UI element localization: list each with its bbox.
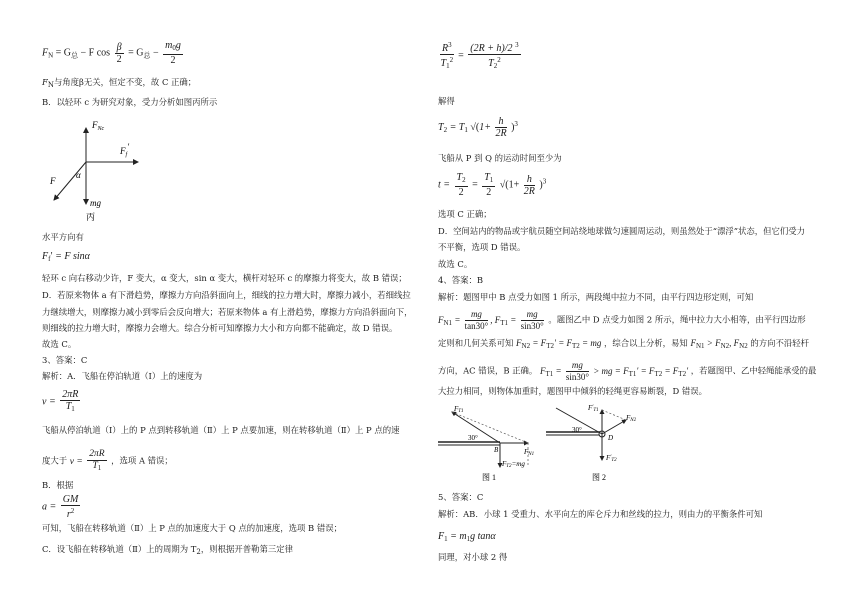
equation-t2: $T_2 = T_1$ √(1+ $\frac{h}{2R}$ )$^3$: [438, 116, 518, 139]
equation-fn: $F_N = G_总 - F$ cos $\frac{\beta}{2}$ = $G_总$ − $\frac{m_0g}{2}$: [42, 40, 181, 66]
analysis-4-5: 大拉力相同，则物体加重时，题图甲中倾斜的轻绳更容易断裂，D 错误。: [438, 386, 707, 396]
choose-c-2: 故选 C。: [438, 259, 473, 269]
answer-5: 5、答案：C: [438, 492, 484, 502]
figure-1: [438, 402, 538, 482]
svg-text:FN1: FN1: [524, 448, 535, 457]
answer-4: 4、答案：B: [438, 275, 483, 285]
fn-independent-text: $F_N$与角度β无关，恒定不变，故 C 正确；: [42, 77, 197, 89]
label-f: F: [50, 176, 56, 186]
svg-text:30°: 30°: [468, 434, 478, 442]
answer-3: 3、答案：C: [42, 355, 88, 365]
figure-2: [546, 402, 646, 482]
label-mg: mg: [90, 198, 101, 208]
svg-text:FT2=mg: FT2=mg: [502, 460, 525, 469]
choose-c-correct: 选项 C 正确；: [438, 209, 492, 219]
part-b2-text: B．根据: [42, 480, 74, 490]
label-fnc: $F_{Nc}$: [92, 120, 105, 132]
choose-c-1: 故选 C。: [42, 339, 77, 349]
part-b-text: B．以轻环 c 为研究对象，受力分析如图丙所示: [42, 97, 218, 107]
analysis-3: 解析：A．飞船在停泊轨道（Ⅰ）上的速度为: [42, 371, 203, 381]
equation-kepler: $\frac{R^3}{T_1^2}$ = $\frac{(2R + h)/2 ^3}{T_2^2}$: [440, 41, 519, 70]
svg-text:图 1: 图 1: [482, 473, 496, 482]
acceleration-text: 可知，飞船在转移轨道（Ⅱ）上 P 点的加速度大于 Q 点的加速度，选项 B 错误；: [42, 523, 342, 533]
svg-text:F′T1: $F'_{T1}$: [588, 404, 599, 413]
ring-text-1: 轻环 c 向右移动少许，F 变大，α 变大，sin α 变大，横杆对轻环 c 的摩擦力将变大，故 B 错误；: [42, 273, 407, 283]
analysis-4-3: 定则和几何关系可知 $F_{N2} = F_{T2}' = F_{T2}$ = mg ，综合以上分析，易知 $F_{N1} > F_{N2}$, $F_{N2}$ 的方向不沿轻杆: [438, 338, 810, 350]
f-arrow: [54, 162, 86, 200]
part-d-right-2: 不平衡，选项 D 错误。: [438, 242, 526, 252]
svg-text:FT1: FT1: [454, 405, 464, 414]
svg-text:图 2: 图 2: [592, 473, 606, 482]
same-for-ball-2: 同理，对小球 2 得: [438, 552, 508, 562]
equation-v: v = $\frac{2\pi R}{T_1}$: [42, 389, 79, 413]
svg-text:30°: 30°: [572, 426, 582, 434]
label-alpha: α: [76, 170, 81, 180]
caption-bing: 丙: [86, 212, 96, 222]
equation-t: t = $\frac{T_2}{2}$ = $\frac{T_1}{2}$ √(1+ $\frac{h}{2R}$ )$^3$: [438, 172, 547, 198]
equation-ff: $F_f' = F$ sinα: [42, 251, 90, 263]
part-c-text: C．设飞船在转移轨道（Ⅱ）上的周期为 $T_2$，则根据开普勒第三定律: [42, 544, 293, 556]
analysis-4-4: 方向，AC 错误，B 正确。 $F_{T1}$ = $\frac{mg}{\sin 30^\circ}$ > mg = $F_{T1}' = F_{T2} = F_{T2}'$ ，若题图甲、乙中轻绳能承受的最: [438, 360, 817, 382]
svg-text:FN2: FN2: [626, 414, 637, 423]
svg-text:B: B: [494, 446, 499, 454]
svg-text:D: D: [608, 434, 614, 442]
part-d-right-1: D．空间站内的物品或宇航员随空间站绕地球做匀速圆周运动，则虽然处于“漂浮”状态，但它们受力: [438, 226, 806, 236]
analysis-5: 解析：AB．小球 1 受重力、水平向左的库仑斥力和丝线的拉力，则由力的平衡条件可知: [438, 509, 763, 519]
solve-text: 解得: [438, 96, 455, 106]
part-d-text-3: 则细线的拉力增大时，摩擦力会增大。综合分析可知摩擦力大小和方向都不能确定，故 D 错误。: [42, 323, 398, 333]
analysis-4-1: 解析：题图甲中 B 点受力如图 1 所示，两段绳中拉力不同，由平行四边形定则，可知: [438, 292, 754, 302]
svg-text:F′T2: $F'_{T2}$: [606, 454, 617, 463]
fly-time-text: 飞船从 P 到 Q 的运动时间至少为: [438, 153, 562, 163]
p-point-text-2: 度大于 v = $\frac{2\pi R}{T_1}$ ，选项 A 错误；: [42, 449, 173, 472]
force-diagram-bing: [46, 114, 196, 226]
p-point-text-1: 飞船从停泊轨道（Ⅰ）上的 P 点到转移轨道（Ⅱ）上 P 点要加速，则在转移轨道（Ⅱ）上 P 点的速: [42, 425, 400, 435]
equation-a: a = $\frac{GM}{r^2}$: [42, 494, 79, 520]
part-d-text-2: 力继续增大，则摩擦力减小到零后会反向增大；若原来物体 a 有上滑趋势，摩擦力方向沿斜面向下，: [42, 307, 413, 317]
part-d-text-1: D．若原来物体 a 有下滑趋势，摩擦力方向沿斜面向上，细线的拉力增大时，摩擦力减小，若细线拉: [42, 290, 411, 300]
horizontal-direction-text: 水平方向有: [42, 232, 84, 242]
equation-f1: $F_1 = m_1g$ tanα: [438, 531, 496, 543]
analysis-4-2: $F_{N1}$ = $\frac{mg}{\tan 30^\circ}$ , $F_{T1}$ = $\frac{mg}{\sin 30^\circ}$ 。题图乙中 D 点受力如图 2 所示，绳中拉力大小相等，由平行四边形: [438, 309, 806, 331]
label-ff: $F_f'$: [120, 142, 130, 158]
